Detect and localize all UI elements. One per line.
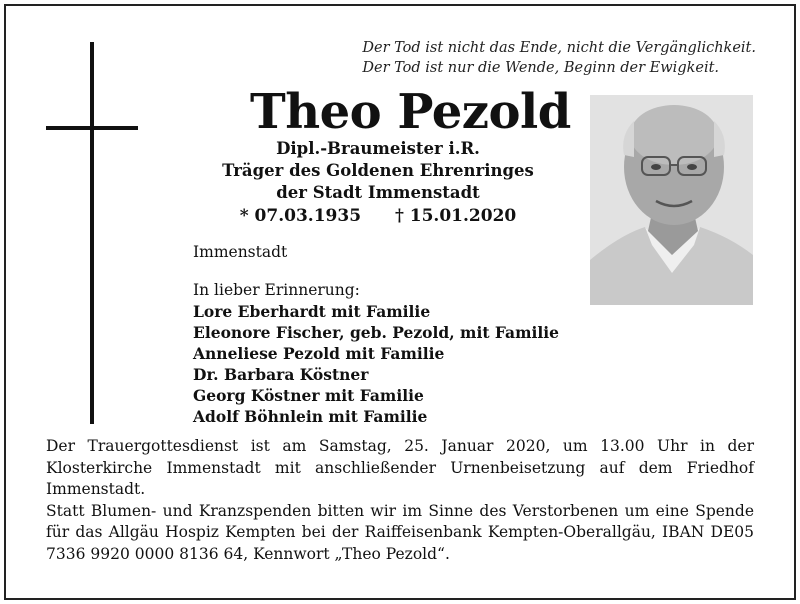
family-line: Dr. Barbara Köstner <box>193 365 369 384</box>
family-line: Adolf Böhnlein mit Familie <box>193 407 428 426</box>
life-dates <box>210 206 546 226</box>
portrait-image <box>590 95 753 305</box>
deceased-name: Theo Pezold <box>250 84 571 140</box>
title-line-3: der Stadt Immenstadt <box>276 183 480 202</box>
motto-line-1: Der Tod ist nicht das Ende, nicht die Vergänglichkeit. <box>362 40 756 56</box>
family-line: Eleonore Fischer, geb. Pezold, mit Familie <box>193 323 560 342</box>
motto <box>362 38 756 78</box>
funeral-notice <box>46 436 754 565</box>
deceased-titles <box>210 138 546 204</box>
service-text: Der Trauergottesdienst ist am Samstag, 25. Januar 2020, um 13.00 Uhr in der Klosterkirche Immenstadt mit anschließender Urnenbeisetzung auf dem Friedhof Immenstadt. <box>46 437 754 498</box>
cross-icon-horizontal <box>46 126 138 130</box>
title-line-2: Träger des Goldenen Ehrenringes <box>222 161 534 180</box>
motto-line-2: Der Tod ist nur die Wende, Beginn der Ewigkeit. <box>362 60 720 76</box>
portrait-photo <box>590 95 753 305</box>
cross-icon-vertical <box>90 42 94 424</box>
title-line-1: Dipl.-Braumeister i.R. <box>276 139 480 158</box>
birth-date: * 07.03.1935 <box>239 206 362 226</box>
donation-text: Statt Blumen- und Kranzspenden bitten wir im Sinne des Verstorbenen um eine Spende für das Allgäu Hospiz Kempten bei der Raiffeisenbank Kempten-Oberallgäu, IBAN DE05 7336 9920 0000 8136 64, Kennwort „Theo Pezold“. <box>46 501 754 563</box>
remembrance-lead: In lieber Erinnerung: <box>193 281 360 299</box>
family-line: Georg Köstner mit Familie <box>193 386 424 405</box>
family-line: Anneliese Pezold mit Familie <box>193 344 445 363</box>
death-date: † 15.01.2020 <box>394 206 517 226</box>
remembrance <box>193 280 559 427</box>
town: Immenstadt <box>193 243 288 261</box>
family-line: Lore Eberhardt mit Familie <box>193 302 431 321</box>
